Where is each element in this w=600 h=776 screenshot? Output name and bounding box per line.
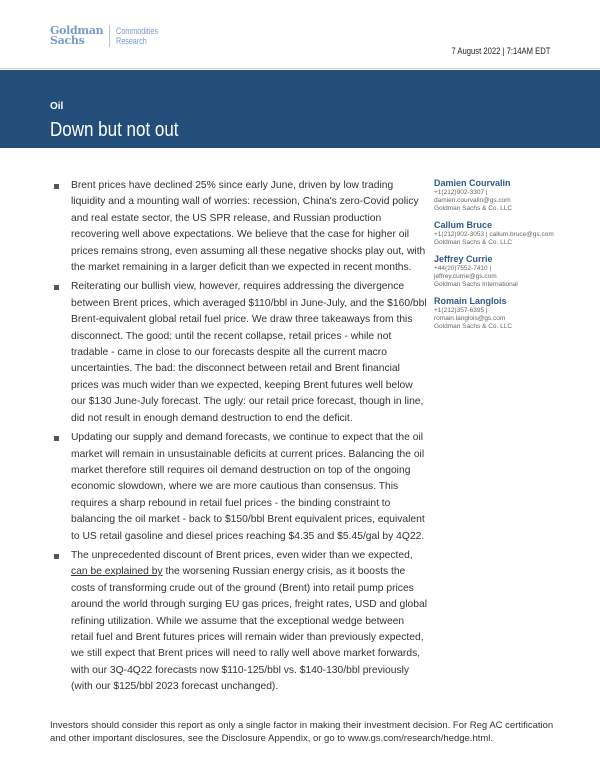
- author-firm: Goldman Sachs & Co. LLC: [434, 205, 513, 212]
- bullet-item: [50, 279, 428, 427]
- author-phone: +44(20)7552-7410 |: [434, 265, 492, 272]
- author-name[interactable]: Callum Bruce: [434, 220, 493, 230]
- bullet-text: [71, 548, 428, 696]
- page-header: [0, 0, 600, 69]
- bullet-square-icon: [54, 184, 59, 189]
- author-name[interactable]: Jeffrey Currie: [434, 254, 493, 264]
- bullet-square-icon: [54, 554, 59, 559]
- logo-line2: Sachs: [50, 34, 85, 47]
- summary-bullets: [50, 178, 428, 699]
- author-card: [434, 178, 600, 213]
- page-title: Down but not out: [50, 119, 179, 141]
- bullet-square-icon: [54, 436, 59, 441]
- division-line2: Research: [116, 36, 148, 46]
- author-contact[interactable]: +1(212)902-3053 | callum.bruce@gs.com: [434, 231, 554, 238]
- author-card: [434, 220, 600, 247]
- bullet-item: [50, 430, 428, 545]
- bullet-text: Updating our supply and demand forecasts, we continue to expect that the oil market will remain in unsustainable deficits at current prices. Balancing the oil market therefore still requires oil demand destruction on top of the ongoing economic slowdown, where we are more cautious than consensus. This requires a sharp rebound in retail fuel prices - the binding constraint to balancing the oil market - back to $150/bbl Brent equivalent prices, equivalent to US retail gasoline and diesel prices reaching $4.35 and $5.45/gal by 4Q22.: [71, 432, 425, 542]
- author-card: [434, 254, 600, 289]
- title-band: [0, 70, 600, 148]
- bullet-square-icon: [54, 285, 59, 290]
- author-email[interactable]: jeffrey.currie@gs.com: [434, 273, 497, 280]
- goldman-sachs-logo: [50, 25, 169, 47]
- author-email[interactable]: romain.langlois@gs.com: [434, 315, 506, 322]
- author-phone: +1(212)357-6395 |: [434, 307, 488, 314]
- author-name[interactable]: Romain Langlois: [434, 296, 507, 306]
- author-firm: Goldman Sachs & Co. LLC: [434, 323, 513, 330]
- author-card: [434, 296, 600, 331]
- bullet-item: [50, 178, 428, 276]
- logo-line1: Goldman: [50, 24, 104, 37]
- author-firm: Goldman Sachs & Co. LLC: [434, 239, 513, 246]
- section-label: Oil: [50, 101, 64, 112]
- author-email[interactable]: damien.courvalin@gs.com: [434, 197, 511, 204]
- inline-link[interactable]: can be explained by: [71, 566, 163, 578]
- logo-divider: [109, 25, 110, 47]
- report-date: 7 August 2022 | 7:14AM EDT: [451, 46, 550, 56]
- disclosure-footer: Investors should consider this report as only a single factor in making their investment decision. For Reg AC certification and other important disclosures, see the Disclosure Appendix, or go to www.gs.com/research/hedge.html.: [50, 720, 554, 744]
- author-firm: Goldman Sachs International: [434, 281, 518, 288]
- bullet-text-pre: The unprecedented discount of Brent prices, even wider than we expected,: [71, 549, 413, 561]
- author-phone: +1(212)902-3307 |: [434, 189, 488, 196]
- bullet-text: Brent prices have declined 25% since early June, driven by low trading liquidity and a mounting wall of worries: recession, China's zero-Covid policy and real estate sector, the US SPR release, and Russian production recovering well above expectations. We believe that the case for higher oil prices remains strong, even assuming all these negative shocks play out, with the market remaining in a larger deficit than we expected in recent months.: [71, 180, 426, 274]
- author-name[interactable]: Damien Courvalin: [434, 178, 511, 188]
- bullet-text-post: the worsening Russian energy crisis, as it boosts the costs of transforming crude out of the ground (Brent) into retail pump prices around the world through surging EU gas prices, freight rates, USD and global refining utilization. While we assume that the exceptional wedge between retail fuel and Brent futures prices will remain wider than previously expected, we still expect that Brent prices will need to rally well above market forwards, with our 3Q-4Q22 forecasts now $110-125/bbl vs. $140-130/bbl previously (with our $125/bbl 2023 forecast unchanged).: [71, 566, 428, 693]
- division-line1: Commodities: [116, 26, 159, 36]
- bullet-item: [50, 548, 428, 696]
- authors-sidebar: [434, 178, 600, 338]
- bullet-text: Reiterating our bullish view, however, requires addressing the divergence between Brent prices, which averaged $110/bbl in June-July, and the $160/bbl Brent-equivalent global retail fuel price. We draw three takeaways from this disconnect. The good: until the recent collapse, retail prices - while not tradable - came in close to our forecasts despite all the current macro uncertainties. The bad: the disconnect between retail and Brent financial prices was much wider than we expected, keeping Brent futures well below our $130 June-July forecast. The ugly: our retail price forecast, though in line, did not result in enough demand destruction to end the deficit.: [71, 281, 427, 424]
